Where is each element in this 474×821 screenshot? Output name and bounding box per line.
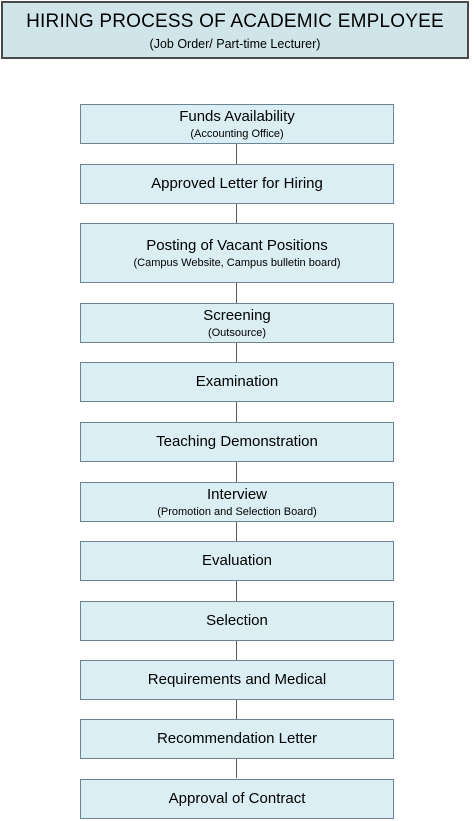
flow-step-posting-vacant-positions <box>80 223 394 283</box>
step-title: Selection <box>206 612 268 629</box>
flow-step-evaluation <box>80 541 394 581</box>
step-note: (Accounting Office) <box>190 127 284 140</box>
step-title: Posting of Vacant Positions <box>146 236 328 254</box>
flow-step-examination <box>80 362 394 402</box>
step-title: Evaluation <box>201 552 273 569</box>
flow-step-approved-letter <box>80 164 394 204</box>
flow-step-interview <box>80 482 394 522</box>
step-title: Recommendation Letter <box>156 730 318 747</box>
step-note: (Promotion and Selection Board) <box>157 505 317 518</box>
step-note: (Campus Website, Campus bulletin board) <box>133 256 341 269</box>
flow-step-funds-availability <box>80 104 394 144</box>
flow-step-recommendation-letter <box>80 719 394 759</box>
step-title: Screening <box>203 306 271 324</box>
diagram-header <box>1 1 469 59</box>
flow-step-requirements-medical <box>80 660 394 700</box>
flow-step-screening <box>80 303 394 343</box>
flow-step-teaching-demonstration <box>80 422 394 462</box>
diagram-title: HIRING PROCESS OF ACADEMIC EMPLOYEE <box>26 11 444 32</box>
step-title: Approved Letter for Hiring <box>151 175 323 192</box>
step-title: Examination <box>195 373 279 390</box>
diagram-subtitle: (Job Order/ Part-time Lecturer) <box>149 37 321 51</box>
step-title: Funds Availability <box>179 107 295 125</box>
step-title: Approval of Contract <box>168 790 306 807</box>
step-title: Interview <box>206 485 268 503</box>
step-note: (Outsource) <box>207 326 267 339</box>
step-title: Teaching Demonstration <box>156 433 318 450</box>
step-title: Requirements and Medical <box>147 671 327 688</box>
flow-step-selection <box>80 601 394 641</box>
flow-step-approval-of-contract <box>80 779 394 819</box>
